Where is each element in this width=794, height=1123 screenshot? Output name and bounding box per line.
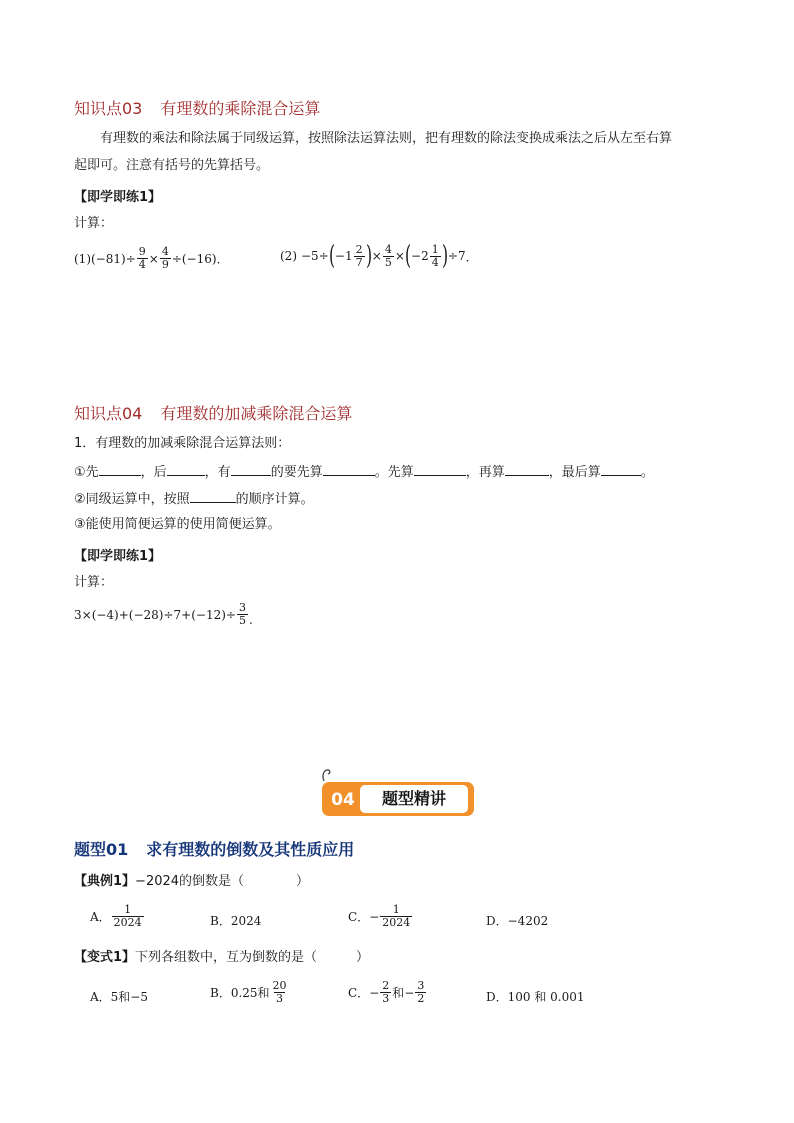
p2-term-b: ÷7 bbox=[447, 249, 466, 263]
example-option-d[interactable] bbox=[486, 912, 548, 929]
option-c-fraction: $\frac{1}{2024}$ bbox=[382, 903, 411, 929]
rule1-text: ，后 bbox=[140, 465, 167, 480]
p1-fraction-2: $\frac{4}{9}$ bbox=[161, 245, 169, 271]
rule1-text: ，有 bbox=[204, 465, 231, 480]
rule1-text: 的要先算 bbox=[270, 465, 323, 480]
p2-fraction-3: $\frac{1}{4}$ bbox=[431, 242, 439, 269]
example-option-c[interactable] bbox=[348, 904, 413, 929]
p3-fraction: $\frac{3}{5}$ bbox=[238, 601, 246, 627]
p1-end: ． bbox=[216, 252, 229, 266]
option-b-fraction: $\frac{20}{3}$ bbox=[272, 979, 287, 1005]
kp04-practice-label: 【即学即练1】 bbox=[74, 549, 162, 564]
kp04-calc-label: 计算： bbox=[74, 575, 114, 590]
p3-term-a: 3×(−4)+(−28)÷7+(−12)÷ bbox=[74, 607, 236, 622]
variant-option-d[interactable] bbox=[486, 988, 585, 1005]
p2-end: ． bbox=[465, 249, 478, 264]
example-question: −2024的倒数是（ ） bbox=[135, 874, 310, 889]
option-text: 和 bbox=[392, 986, 405, 1000]
p1-term-b: ÷(−16) bbox=[171, 251, 217, 266]
option-c-fraction-1: $\frac{2}{3}$ bbox=[382, 979, 390, 1005]
fill-blank bbox=[505, 461, 549, 476]
type01-subtitle: 求有理数的倒数及其性质应用 bbox=[146, 840, 355, 859]
fill-blank bbox=[99, 461, 141, 476]
fill-blank bbox=[167, 461, 205, 476]
p3-end: . bbox=[248, 613, 253, 627]
kp03-number: 知识点03 bbox=[74, 99, 143, 118]
minus-sign: − bbox=[369, 985, 380, 1000]
kp04-number: 知识点04 bbox=[74, 404, 143, 423]
option-c-fraction-2: $\frac{3}{2}$ bbox=[417, 979, 425, 1005]
badge-label: 题型精讲 bbox=[360, 785, 468, 813]
p1-term-a: (−81)÷ bbox=[91, 251, 136, 266]
option-letter: C． bbox=[348, 910, 370, 924]
variant-option-c[interactable] bbox=[348, 980, 427, 1005]
option-value: −4202 bbox=[507, 913, 549, 928]
rule2-text: 的顺序计算。 bbox=[235, 492, 314, 507]
p1-fraction-1: $\frac{9}{4}$ bbox=[138, 245, 146, 271]
times-sign: × bbox=[371, 249, 382, 263]
option-letter: D． bbox=[486, 914, 508, 928]
problem-2-label: (2) bbox=[280, 249, 297, 263]
p2-fraction-2: $\frac{4}{5}$ bbox=[384, 242, 392, 269]
kp03-paragraph-line1: 有理数的乘法和除法属于同级运算，按照除法运算法则，把有理数的除法变换成乘法之后从左至右算 bbox=[100, 131, 673, 146]
right-paren: ) bbox=[365, 241, 372, 271]
rule1-text: 。先算 bbox=[374, 465, 414, 480]
right-paren: ) bbox=[441, 241, 448, 271]
kp04-rule-heading: 1．有理数的加减乘除混合运算法则： bbox=[74, 436, 291, 451]
rule2-text: ②同级运算中，按照 bbox=[74, 492, 190, 507]
variant-option-a[interactable] bbox=[90, 988, 148, 1005]
type01-heading bbox=[74, 837, 354, 860]
example-option-a[interactable] bbox=[90, 904, 145, 929]
times-sign: × bbox=[394, 249, 405, 263]
option-text: B．0.25和 bbox=[210, 986, 270, 1000]
badge-number: 04 bbox=[331, 790, 355, 810]
rule1-text: ，最后算 bbox=[548, 465, 601, 480]
kp04-expression bbox=[74, 602, 253, 627]
option-letter: A． bbox=[90, 910, 111, 924]
kp03-subtitle: 有理数的乘除混合运算 bbox=[160, 99, 321, 118]
minus-sign: − bbox=[404, 985, 415, 1000]
option-text: D．100 和 0.001 bbox=[486, 990, 585, 1004]
left-paren: ( bbox=[328, 241, 335, 271]
option-a-fraction: $\frac{1}{2024}$ bbox=[113, 903, 142, 929]
kp03-problem-1 bbox=[74, 246, 229, 271]
p2-term-a: −5÷ bbox=[301, 249, 329, 263]
section-badge bbox=[322, 778, 474, 816]
option-letter: B． bbox=[210, 914, 231, 928]
kp04-rule-3: ③能使用简便运算的使用简便运算。 bbox=[74, 517, 281, 532]
kp03-paragraph-line2: 起即可。注意有括号的先算括号。 bbox=[74, 158, 270, 173]
fill-blank bbox=[414, 461, 466, 476]
kp03-heading bbox=[74, 96, 320, 119]
variant-question: 下列各组数中，互为倒数的是（ ） bbox=[135, 950, 370, 965]
rule1-text: 。 bbox=[640, 465, 654, 480]
kp04-rule-1 bbox=[74, 461, 654, 484]
example-option-b[interactable] bbox=[210, 912, 261, 929]
p2-neg2: −2 bbox=[411, 249, 429, 263]
kp04-subtitle: 有理数的加减乘除混合运算 bbox=[160, 404, 353, 423]
fill-blank bbox=[190, 488, 236, 503]
p2-neg1: −1 bbox=[334, 249, 353, 263]
kp03-problem-2 bbox=[280, 243, 478, 269]
times-sign: × bbox=[148, 251, 159, 266]
variant-option-b[interactable] bbox=[210, 980, 290, 1005]
example-1 bbox=[74, 871, 309, 893]
kp04-rule-2 bbox=[74, 488, 314, 511]
p2-fraction-1: $\frac{2}{7}$ bbox=[355, 242, 363, 269]
rule1-text: ①先 bbox=[74, 465, 99, 480]
option-value: 2024 bbox=[230, 913, 262, 928]
minus-sign: − bbox=[369, 909, 380, 924]
left-paren: ( bbox=[404, 241, 412, 271]
option-text: A．5和−5 bbox=[90, 990, 148, 1004]
rule1-text: ，再算 bbox=[465, 465, 505, 480]
curl-icon bbox=[320, 768, 334, 782]
variant-1 bbox=[74, 947, 369, 969]
type01-number: 题型01 bbox=[74, 840, 129, 859]
option-letter: C． bbox=[348, 986, 370, 1000]
fill-blank bbox=[601, 461, 641, 476]
fill-blank bbox=[323, 461, 375, 476]
fill-blank bbox=[231, 461, 271, 476]
problem-1-label: (1) bbox=[74, 251, 91, 266]
kp03-practice-label: 【即学即练1】 bbox=[74, 190, 162, 205]
kp03-calc-label: 计算： bbox=[74, 216, 114, 231]
example-label: 【典例1】 bbox=[74, 874, 136, 889]
kp04-heading bbox=[74, 401, 352, 424]
variant-label: 【变式1】 bbox=[74, 950, 136, 965]
